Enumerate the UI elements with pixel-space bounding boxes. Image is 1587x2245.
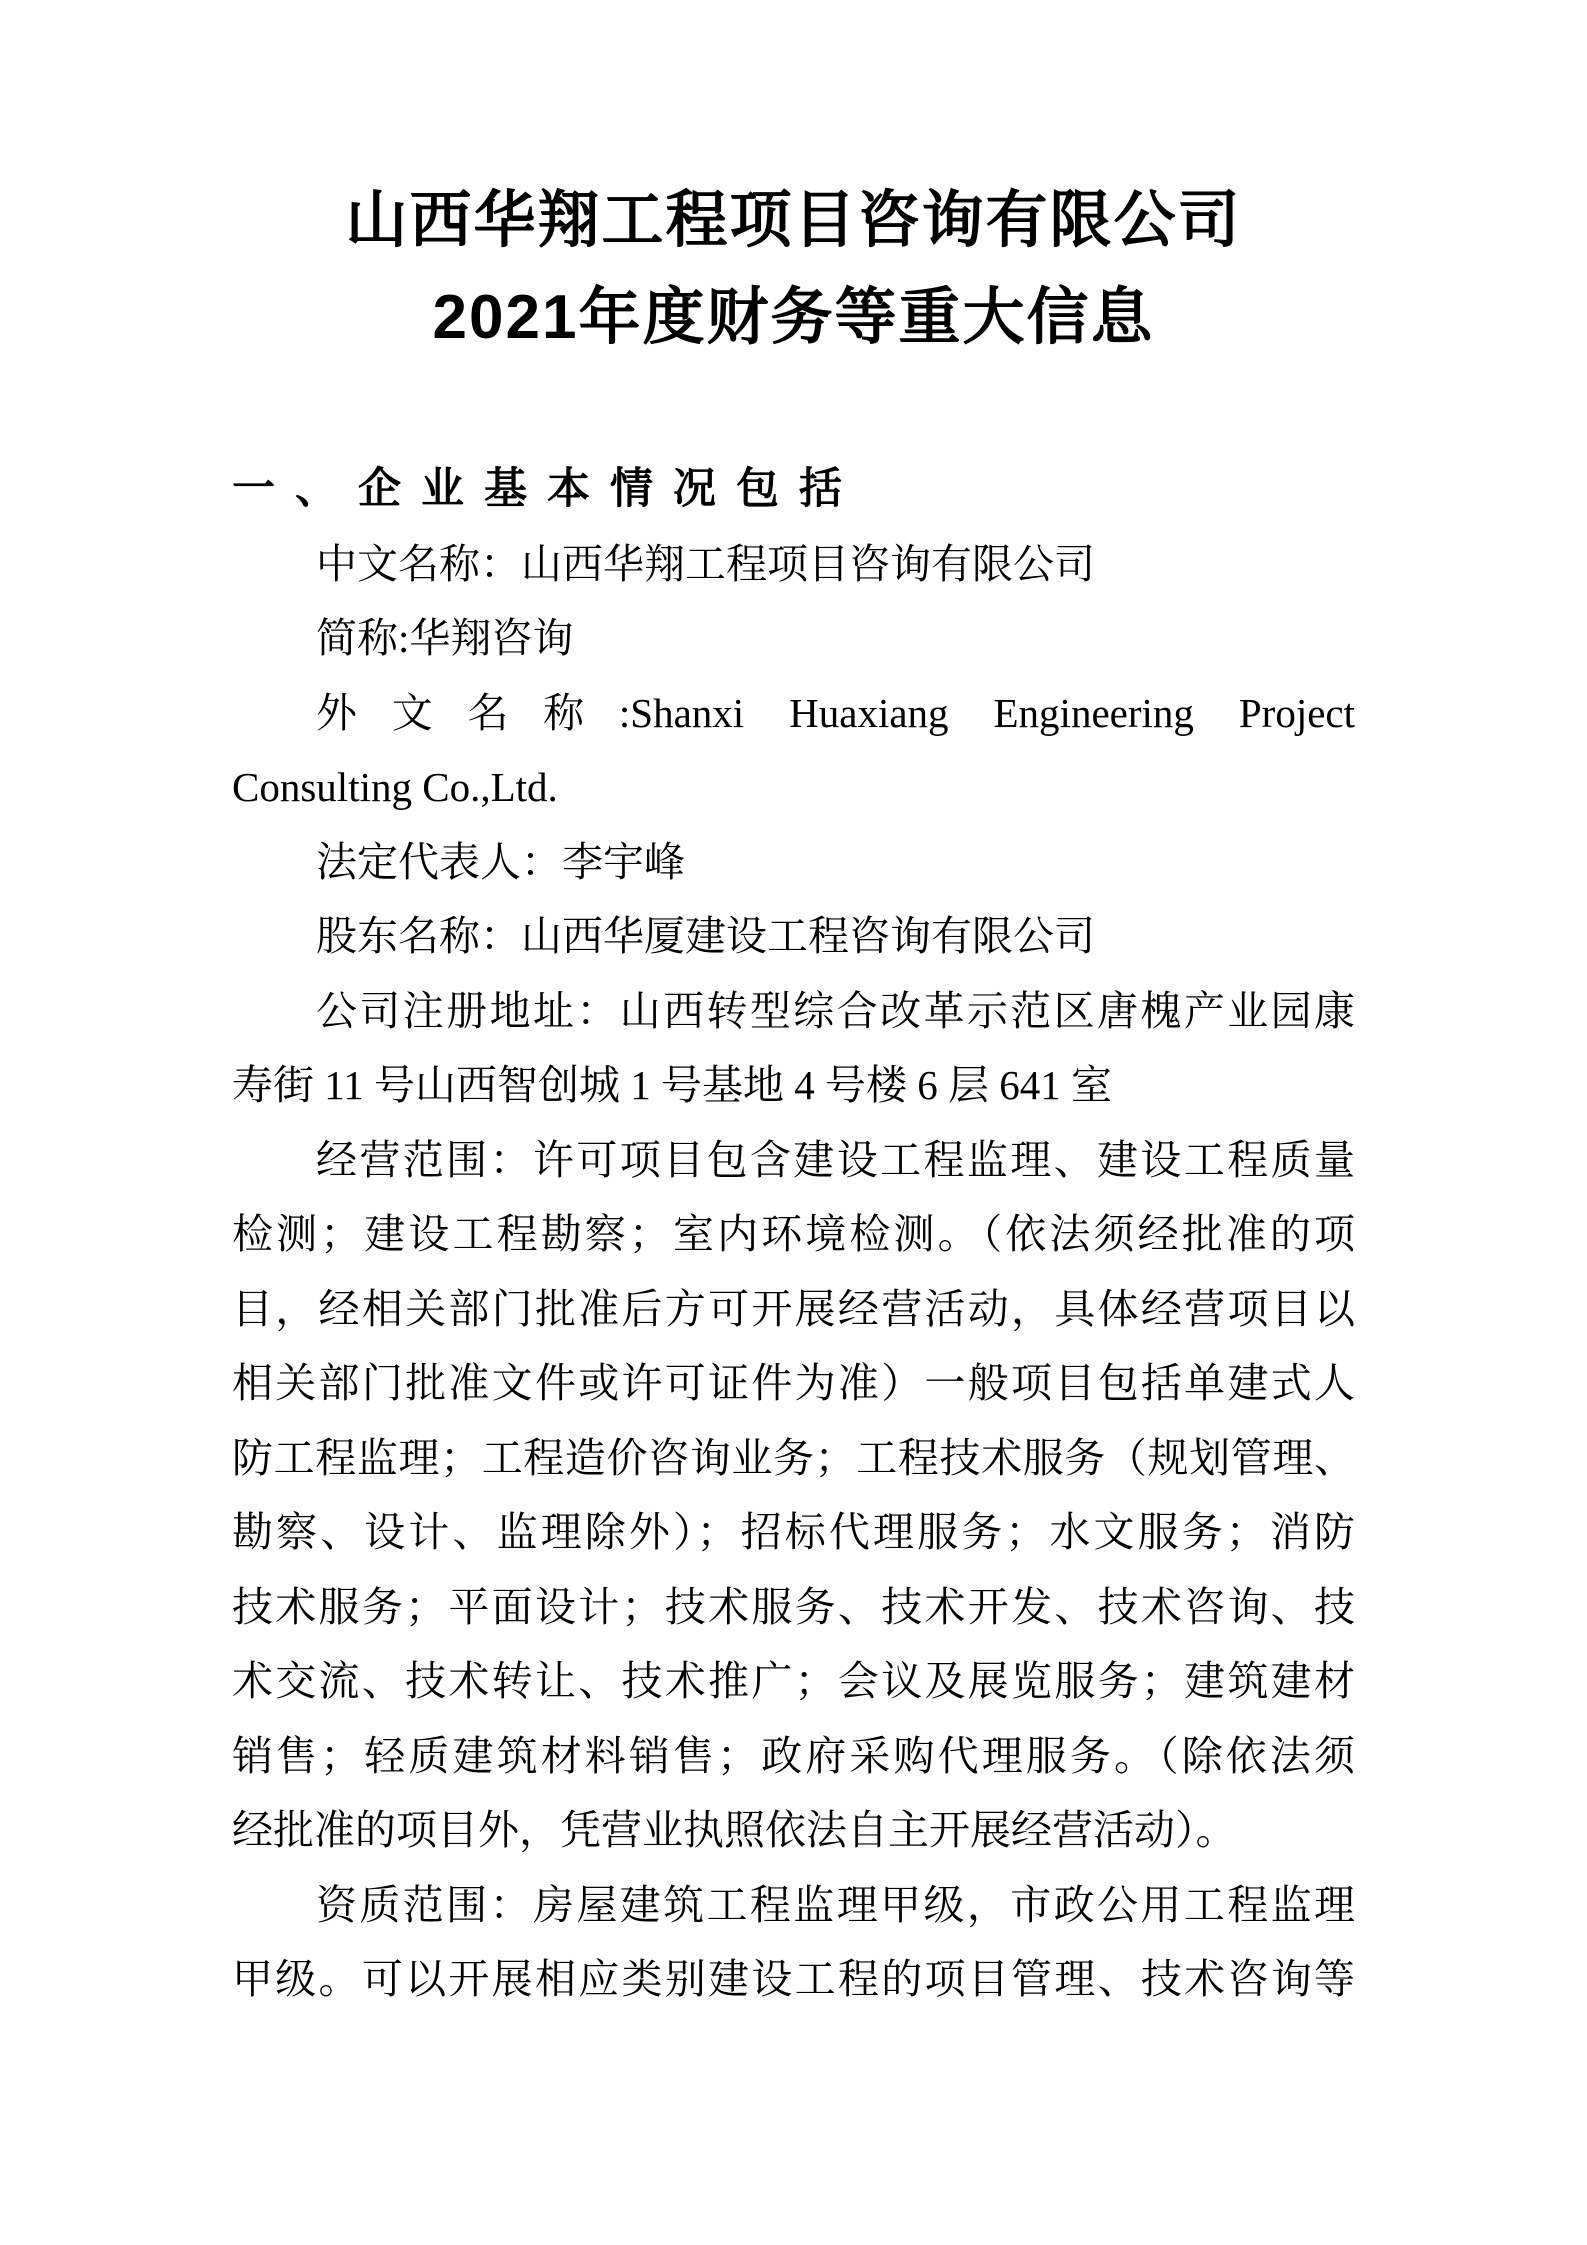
body-line: 甲级。可以开展相应类别建设工程的项目管理、技术咨询等 — [232, 1956, 1355, 2002]
section-heading: 一、企业基本情况包括 — [232, 465, 862, 513]
body-line: 检测；建设工程勘察；室内环境检测。（依法须经批准的项 — [232, 1211, 1355, 1257]
body-line: 股东名称：山西华厦建设工程咨询有限公司 — [316, 913, 1095, 959]
body-line: 技术服务；平面设计；技术服务、技术开发、技术咨询、技 — [232, 1583, 1355, 1630]
body-line: 经批准的项目外，凭营业执照依法自主开展经营活动）。 — [232, 1807, 1237, 1853]
body-line: 寿街 11 号山西智创城 1 号基地 4 号楼 6 层 641 室 — [232, 1062, 1112, 1108]
title-line-2: 2021年度财务等重大信息 — [432, 283, 1155, 352]
body-line: 资质范围：房屋建筑工程监理甲级，市政公用工程监理 — [316, 1881, 1355, 1928]
body-line: 法定代表人：李宇峰 — [316, 838, 685, 885]
body-line: 经营范围：许可项目包含建设工程监理、建设工程质量 — [316, 1136, 1355, 1183]
body-line: 术交流、技术转让、技术推广；会议及展览服务；建筑建材 — [232, 1658, 1355, 1704]
body-line: 销售；轻质建筑材料销售；政府采购代理服务。（除依法须 — [232, 1732, 1355, 1779]
body-line: 防工程监理；工程造价咨询业务；工程技术服务（规划管理、 — [232, 1434, 1355, 1481]
body-line: 勘察、设计、监理除外）；招标代理服务；水文服务；消防 — [232, 1509, 1355, 1555]
document-body — [232, 527, 1355, 2017]
title-line-1: 山西华翔工程项目咨询有限公司 — [345, 186, 1242, 255]
body-line: 公司注册地址：山西转型综合改革示范区唐槐产业园康 — [316, 987, 1355, 1034]
document-title — [0, 0, 1587, 366]
body-line: 外文名称:Shanxi Huaxiang Engineering Project — [316, 689, 1355, 736]
body-line: 中文名称：山西华翔工程项目咨询有限公司 — [316, 540, 1095, 587]
body-line: 简称:华翔咨询 — [316, 615, 574, 661]
body-line: Consulting Co.,Ltd. — [232, 764, 558, 810]
body-line: 相关部门批准文件或许可证件为准）一般项目包括单建式人 — [232, 1360, 1355, 1406]
body-line: 目，经相关部门批准后方可开展经营活动，具体经营项目以 — [232, 1285, 1355, 1332]
